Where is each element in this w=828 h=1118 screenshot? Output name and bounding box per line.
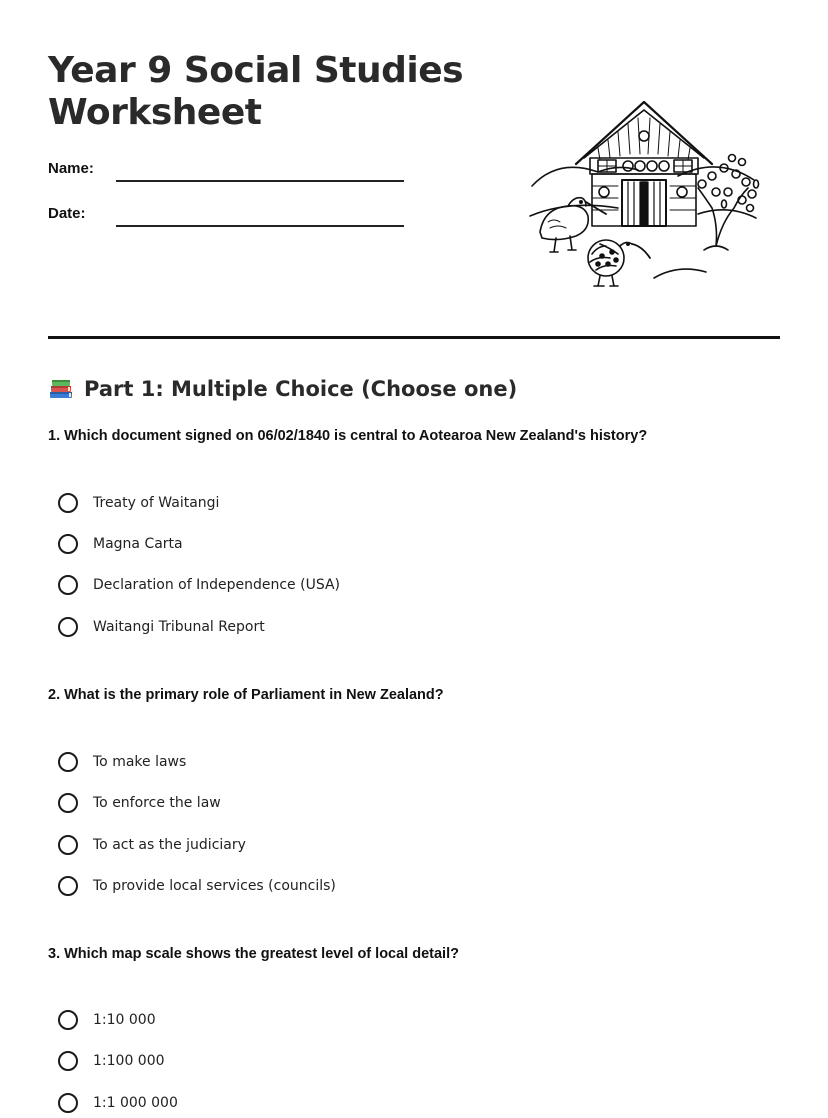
date-label: Date: xyxy=(48,205,86,222)
section-title-text: Part 1: Multiple Choice (Choose one) xyxy=(84,377,518,401)
q1-option-2[interactable] xyxy=(58,531,183,557)
option-label: To enforce the law xyxy=(93,795,221,811)
q1-option-3[interactable] xyxy=(58,572,340,598)
option-label: 1:10 000 xyxy=(93,1012,156,1028)
question-2-text: 2. What is the primary role of Parliament in New Zealand? xyxy=(48,687,444,703)
radio-button[interactable] xyxy=(58,835,78,855)
question-3-text: 3. Which map scale shows the greatest level of local detail? xyxy=(48,946,459,962)
option-label: Waitangi Tribunal Report xyxy=(93,619,265,635)
radio-button[interactable] xyxy=(58,534,78,554)
radio-button[interactable] xyxy=(58,752,78,772)
option-label: To provide local services (councils) xyxy=(93,878,336,894)
option-label: Magna Carta xyxy=(93,536,183,552)
radio-button[interactable] xyxy=(58,493,78,513)
section-title-part-1 xyxy=(48,374,517,404)
radio-button[interactable] xyxy=(58,1051,78,1071)
date-field[interactable] xyxy=(48,205,408,229)
option-label: 1:100 000 xyxy=(93,1053,165,1069)
name-input-line[interactable] xyxy=(116,180,404,182)
title-line-2: Worksheet xyxy=(48,92,262,133)
option-label: 1:1 000 000 xyxy=(93,1095,178,1111)
page-title xyxy=(48,50,488,134)
option-label: To act as the judiciary xyxy=(93,837,246,853)
radio-button[interactable] xyxy=(58,1093,78,1113)
title-line-1: Year 9 Social Studies xyxy=(48,50,464,91)
option-label: To make laws xyxy=(93,754,187,770)
books-icon xyxy=(48,377,74,401)
header-divider xyxy=(48,336,780,339)
q3-option-3[interactable] xyxy=(58,1090,178,1116)
q1-option-4[interactable] xyxy=(58,614,265,640)
q2-option-2[interactable] xyxy=(58,790,221,816)
radio-button[interactable] xyxy=(58,1010,78,1030)
radio-button[interactable] xyxy=(58,575,78,595)
q2-option-1[interactable] xyxy=(58,749,186,775)
radio-button[interactable] xyxy=(58,793,78,813)
q1-option-1[interactable] xyxy=(58,490,219,516)
date-input-line[interactable] xyxy=(116,225,404,227)
name-field[interactable] xyxy=(48,160,408,184)
q3-option-2[interactable] xyxy=(58,1048,165,1074)
radio-button[interactable] xyxy=(58,876,78,896)
q3-option-1[interactable] xyxy=(58,1007,156,1033)
radio-button[interactable] xyxy=(58,617,78,637)
option-label: Treaty of Waitangi xyxy=(93,495,220,511)
wharenui-kiwi-illustration xyxy=(528,96,760,292)
option-label: Declaration of Independence (USA) xyxy=(93,577,341,593)
q2-option-4[interactable] xyxy=(58,873,336,899)
question-1-text: 1. Which document signed on 06/02/1840 is central to Aotearoa New Zealand's history? xyxy=(48,428,648,444)
name-label: Name: xyxy=(48,160,94,177)
q2-option-3[interactable] xyxy=(58,832,246,858)
